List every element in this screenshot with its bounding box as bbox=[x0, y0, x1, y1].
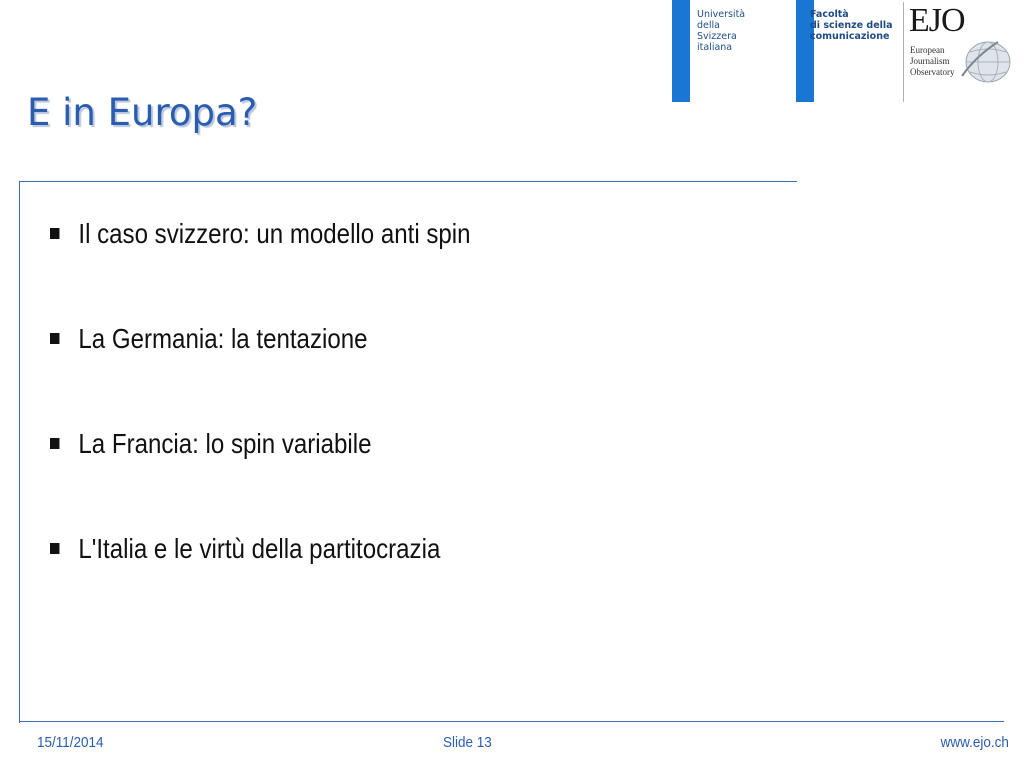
faculty-logo-line: di scienze della bbox=[810, 20, 893, 31]
globe-emblem-icon bbox=[958, 36, 1012, 84]
ejo-logo-line: Observatory bbox=[910, 67, 955, 77]
bullet-item bbox=[50, 527, 471, 632]
content-frame-top-rule bbox=[20, 181, 797, 182]
content-frame-left-rule bbox=[19, 181, 20, 723]
ejo-logo-line: Journalism bbox=[910, 56, 950, 66]
ejo-logo-wordmark: EJO bbox=[909, 2, 965, 39]
ejo-logo-line: European bbox=[910, 45, 945, 55]
square-bullet-icon bbox=[50, 438, 59, 449]
faculty-logo-text bbox=[810, 9, 893, 42]
usi-logo-line: Università bbox=[697, 9, 746, 20]
bullet-text: Il caso svizzero: un modello anti spin bbox=[78, 218, 471, 249]
usi-logo-line: della bbox=[697, 20, 720, 31]
footer-slide-number: Slide 13 bbox=[443, 734, 492, 751]
bullet-item bbox=[50, 317, 471, 422]
footer-url: www.ejo.ch bbox=[940, 734, 1009, 751]
usi-logo-line: italiana bbox=[697, 42, 733, 53]
slide-title: E in Europa? bbox=[27, 91, 258, 134]
bullet-text: La Francia: lo spin variabile bbox=[78, 428, 372, 459]
square-bullet-icon bbox=[50, 228, 59, 239]
square-bullet-icon bbox=[50, 333, 59, 344]
bullet-item bbox=[50, 422, 471, 527]
ejo-logo-divider bbox=[903, 2, 904, 102]
usi-logo-bar bbox=[672, 0, 690, 102]
bullet-item bbox=[50, 212, 471, 317]
content-frame-bottom-rule bbox=[19, 721, 1004, 722]
faculty-logo-line: Facoltà bbox=[810, 9, 849, 20]
bullet-text: La Germania: la tentazione bbox=[78, 323, 368, 354]
usi-logo-line: Svizzera bbox=[697, 31, 737, 42]
faculty-logo-line: comunicazione bbox=[810, 31, 890, 42]
bullet-text: L'Italia e le virtù della partitocrazia bbox=[78, 533, 441, 564]
square-bullet-icon bbox=[50, 543, 59, 554]
usi-logo-text bbox=[697, 9, 745, 53]
ejo-logo-subtitle bbox=[910, 45, 955, 78]
bullet-list bbox=[50, 212, 539, 632]
footer-date: 15/11/2014 bbox=[37, 734, 104, 751]
